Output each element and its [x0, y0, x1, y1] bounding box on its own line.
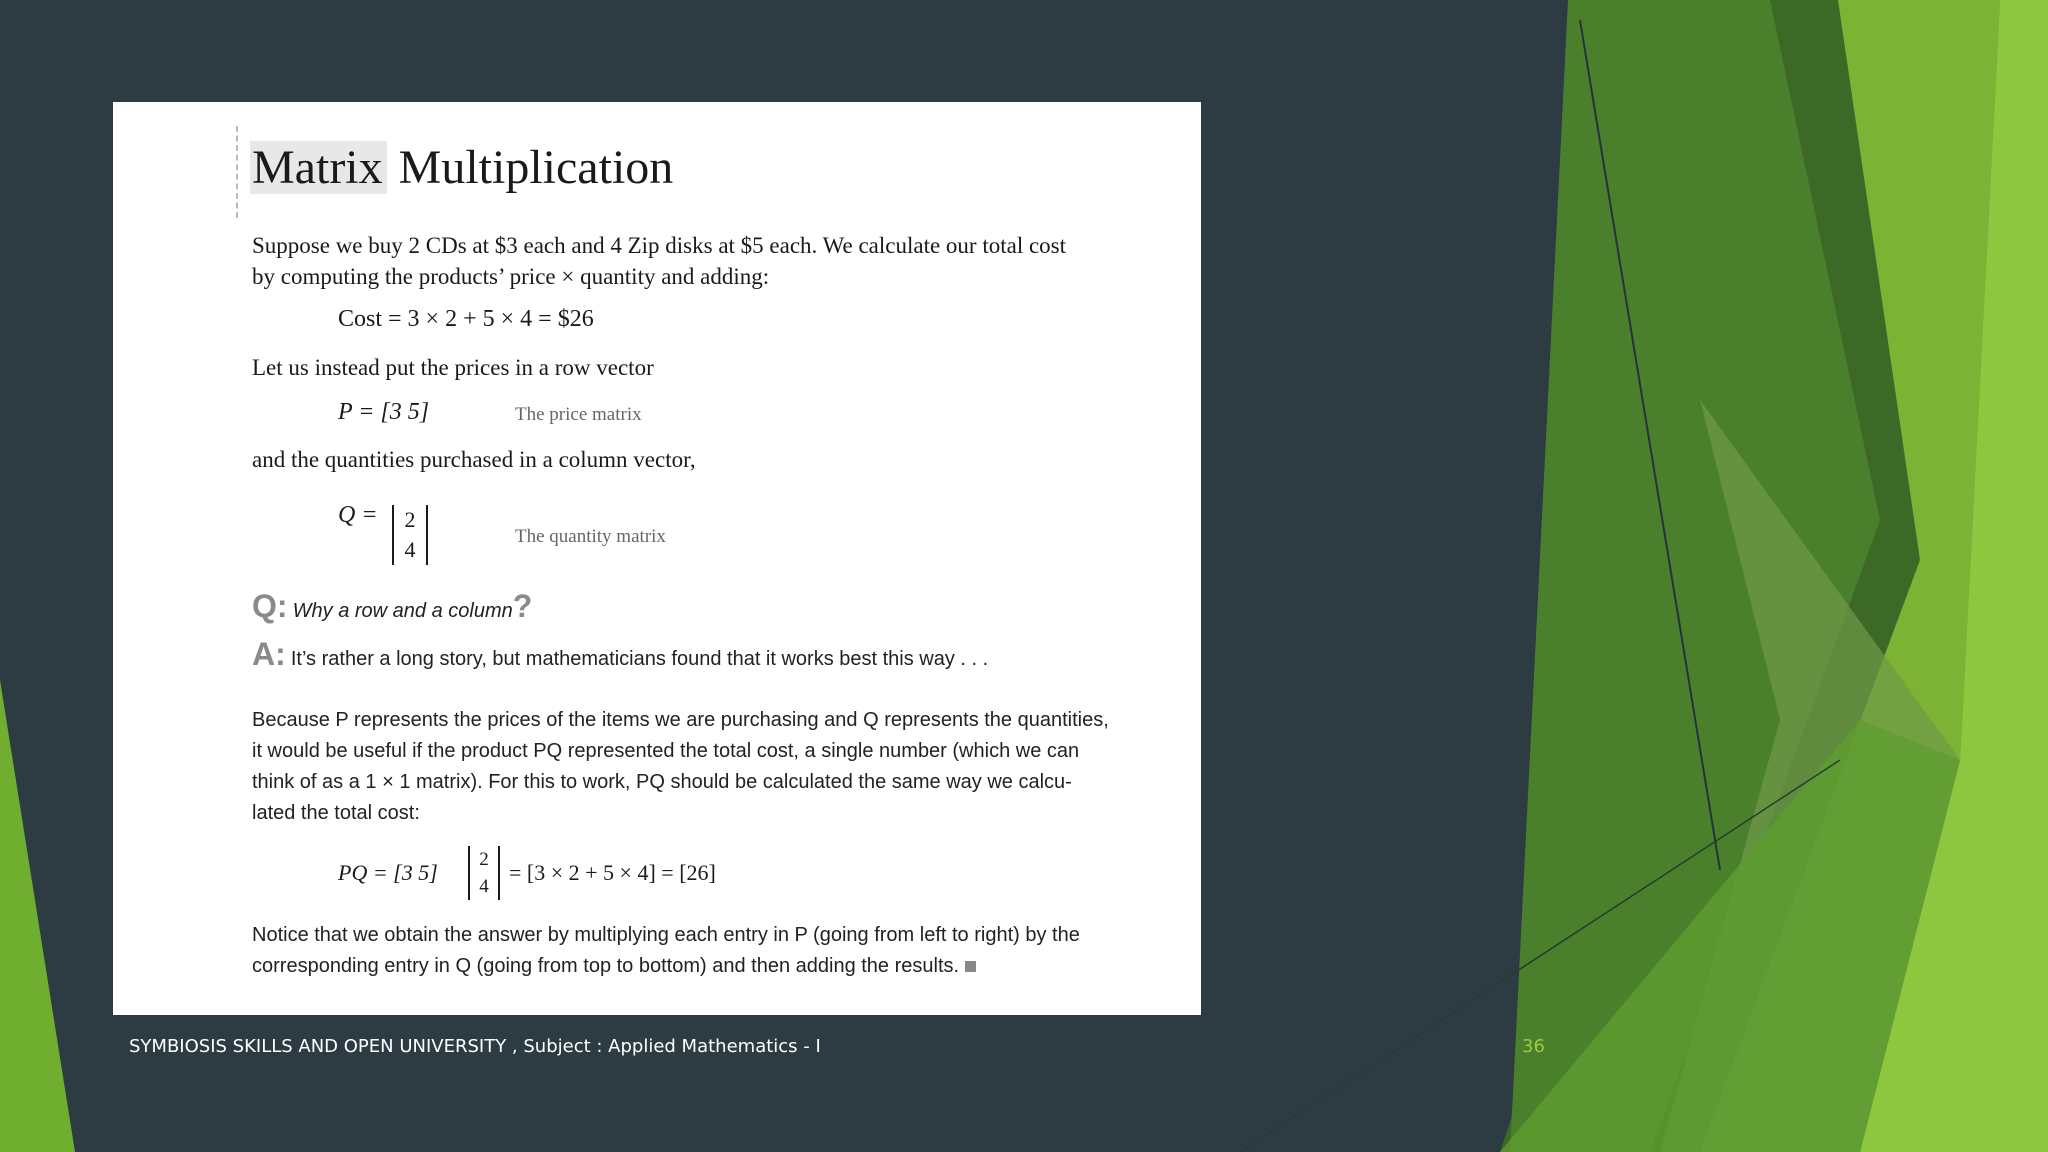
because-line: it would be useful if the product PQ represented the total cost, a single number (which we can [252, 740, 1080, 762]
quantity-matrix-caption: The quantity matrix [515, 526, 666, 547]
answer-mark-label: A: [252, 636, 286, 672]
pq-right: = [3 × 2 + 5 × 4] = [26] [509, 860, 716, 885]
question-row [252, 588, 532, 625]
answer-text: It’s rather a long story, but mathematicians found that it works best this way . . . [290, 648, 989, 670]
intro-line: Suppose we buy 2 CDs at $3 each and 4 Zip disks at $5 each. We calculate our total cost [252, 233, 1067, 258]
because-line: think of as a 1 × 1 matrix). For this to work, PQ should be calculated the same way we calcu- [252, 771, 1072, 793]
pq-left: PQ = [3 5] [338, 860, 438, 885]
answer-row [252, 636, 988, 673]
title-margin-rule [236, 126, 238, 218]
because-line: lated the total cost: [252, 802, 420, 824]
page-title [252, 140, 673, 195]
title-highlight-word: Matrix [250, 141, 387, 194]
pq-column-bracket [468, 846, 500, 900]
question-end-mark: ? [512, 588, 533, 624]
price-matrix-equation: P = [3 5] [338, 399, 430, 425]
left-green-triangle [0, 680, 75, 1152]
question-text: Why a row and a column [292, 600, 513, 622]
notice-line: Notice that we obtain the answer by multiplying each entry in P (going from left to right) by the [252, 924, 1080, 946]
notice-line: corresponding entry in Q (going from top to bottom) and then adding the results. [252, 955, 960, 977]
pq-entry: 4 [479, 876, 489, 897]
pq-entry: 2 [479, 849, 489, 870]
title-rest: Multiplication [398, 141, 674, 194]
question-mark-label: Q: [252, 588, 288, 624]
quantity-entry: 4 [404, 537, 416, 562]
cost-equation: Cost = 3 × 2 + 5 × 4 = $26 [338, 306, 594, 332]
because-line: Because P represents the prices of the items we are purchasing and Q represents the quantities, [252, 709, 1109, 731]
end-of-proof-square-icon [965, 961, 976, 972]
intro-line: by computing the products’ price × quantity and adding: [252, 264, 770, 289]
quantity-matrix-bracket [392, 505, 428, 565]
notice-paragraph [252, 920, 1080, 982]
footer-text: SYMBIOSIS SKILLS AND OPEN UNIVERSITY , Subject : Applied Mathematics - I [129, 1036, 821, 1057]
price-matrix-caption: The price matrix [515, 404, 642, 425]
slide-content-panel [113, 102, 1201, 1015]
row-vector-text: Let us instead put the prices in a row vector [252, 355, 654, 380]
column-vector-text: and the quantities purchased in a column vector, [252, 447, 696, 472]
quantity-matrix-label: Q = [338, 502, 378, 528]
quantity-entry: 2 [404, 507, 416, 532]
intro-paragraph [252, 230, 1066, 292]
page-number: 36 [1522, 1036, 1545, 1057]
because-paragraph [252, 705, 1109, 829]
